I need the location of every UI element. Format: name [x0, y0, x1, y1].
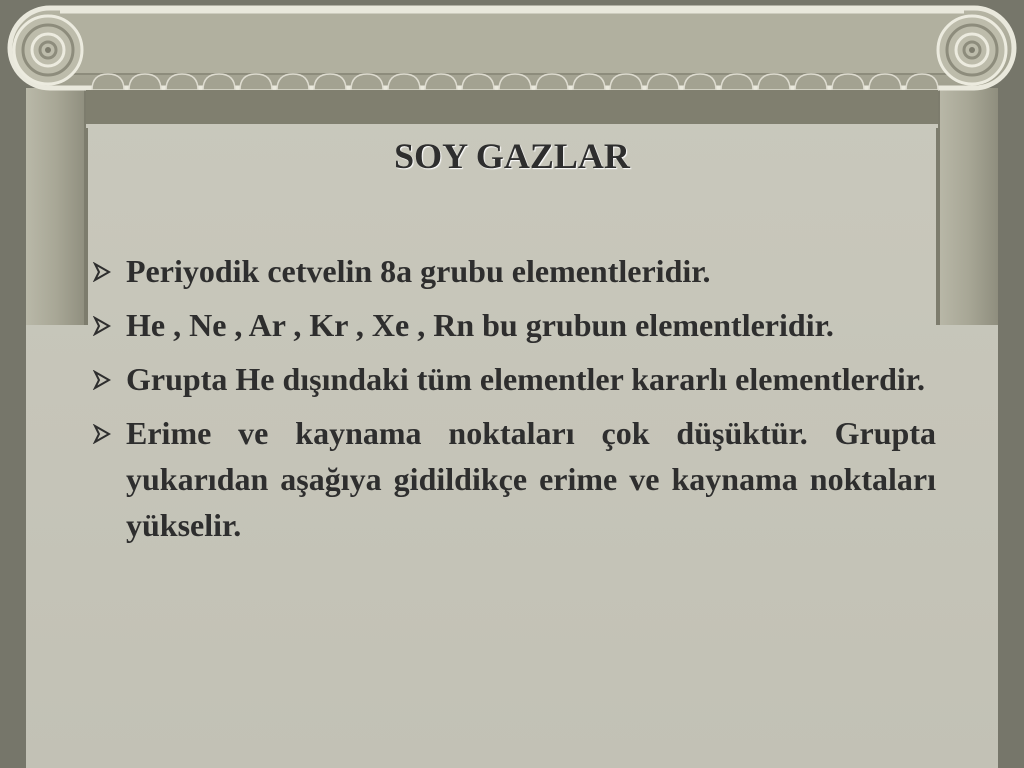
bullet-item	[90, 410, 936, 548]
bullet-text: Periyodik cetvelin 8a grubu elementleridir.	[126, 253, 711, 289]
dentil	[462, 74, 494, 90]
chevron-right-icon	[92, 370, 112, 390]
dentil	[684, 74, 716, 90]
chevron-right-icon	[92, 316, 112, 336]
slide-title: SOY GAZLAR	[394, 136, 630, 176]
bullet-text: Erime ve kaynama noktaları çok düşüktür. Grupta yukarıdan aşağıya gidildikçe erime ve kaynama noktaları yükselir.	[126, 415, 936, 543]
dentil	[721, 74, 753, 90]
dentil	[573, 74, 605, 90]
bullet-text: Grupta He dışındaki tüm elementler kararlı elementlerdir.	[126, 361, 926, 397]
dentil	[536, 74, 568, 90]
dentil	[906, 74, 938, 90]
dentil	[832, 74, 864, 90]
dentil	[203, 74, 235, 90]
dentil	[314, 74, 346, 90]
dentil	[647, 74, 679, 90]
bullet-text: He , Ne , Ar , Kr , Xe , Rn bu grubun elementleridir.	[126, 307, 834, 343]
bullet-item	[90, 248, 936, 294]
dentil	[92, 74, 124, 90]
dentil	[425, 74, 457, 90]
dentil	[351, 74, 383, 90]
dentil	[129, 74, 161, 90]
chevron-right-icon	[92, 262, 112, 282]
bullet-item	[90, 356, 936, 402]
dentil	[869, 74, 901, 90]
chevron-right-icon	[92, 424, 112, 444]
dentil	[610, 74, 642, 90]
spiral-scroll-icon	[14, 16, 82, 84]
bullet-item	[90, 302, 936, 348]
dentil	[795, 74, 827, 90]
bullet-list	[90, 248, 936, 556]
dentil	[277, 74, 309, 90]
dentil	[240, 74, 272, 90]
spiral-scroll-icon	[938, 16, 1006, 84]
dentil-row	[92, 74, 938, 90]
dentil	[758, 74, 790, 90]
dentil	[388, 74, 420, 90]
dentil	[166, 74, 198, 90]
dentil	[499, 74, 531, 90]
